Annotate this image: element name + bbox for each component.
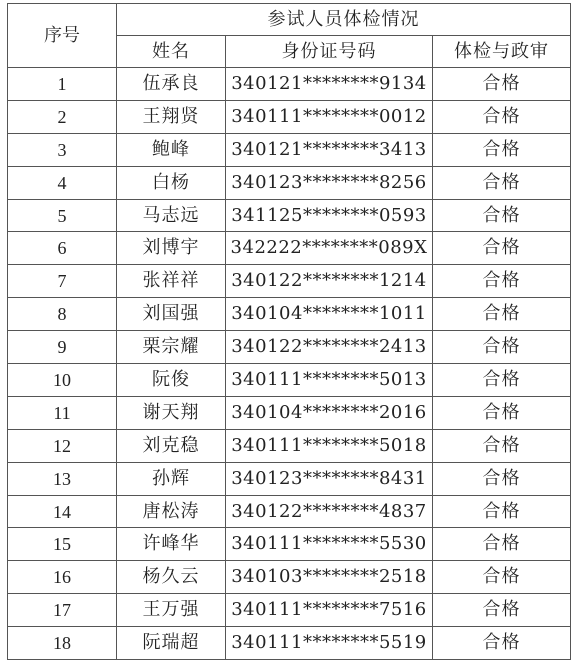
result-cell: 合格	[433, 561, 571, 594]
name-cell: 伍承良	[117, 68, 226, 101]
id-number-cell: 340103********2518	[226, 561, 433, 594]
name-cell: 王万强	[117, 594, 226, 627]
name-cell: 谢天翔	[117, 396, 226, 429]
name-cell: 刘博宇	[117, 232, 226, 265]
id-number-cell: 340104********1011	[226, 298, 433, 331]
name-cell: 刘克稳	[117, 429, 226, 462]
seq-cell: 11	[8, 396, 117, 429]
seq-cell: 7	[8, 265, 117, 298]
table-row	[8, 166, 571, 199]
id-number-cell: 340121********9134	[226, 68, 433, 101]
seq-cell: 2	[8, 100, 117, 133]
seq-header: 序号	[8, 4, 117, 68]
id-number-cell: 340111********0012	[226, 100, 433, 133]
id-number-cell: 340111********5519	[226, 627, 433, 660]
id-number-cell: 341125********0593	[226, 199, 433, 232]
id-number-cell: 340104********2016	[226, 396, 433, 429]
seq-cell: 10	[8, 364, 117, 397]
result-cell: 合格	[433, 495, 571, 528]
table-row	[8, 68, 571, 101]
seq-cell: 1	[8, 68, 117, 101]
table-row	[8, 364, 571, 397]
name-cell: 阮俊	[117, 364, 226, 397]
seq-cell: 17	[8, 594, 117, 627]
result-cell: 合格	[433, 331, 571, 364]
id-number-cell: 340121********3413	[226, 133, 433, 166]
id-number-cell: 340123********8256	[226, 166, 433, 199]
result-cell: 合格	[433, 462, 571, 495]
seq-cell: 16	[8, 561, 117, 594]
seq-cell: 6	[8, 232, 117, 265]
result-cell: 合格	[433, 594, 571, 627]
id-number-cell: 340111********7516	[226, 594, 433, 627]
name-cell: 栗宗耀	[117, 331, 226, 364]
result-cell: 合格	[433, 396, 571, 429]
id-header: 身份证号码	[226, 36, 433, 68]
table-row	[8, 100, 571, 133]
result-cell: 合格	[433, 429, 571, 462]
table-row	[8, 627, 571, 660]
name-cell: 孙辉	[117, 462, 226, 495]
table-row	[8, 199, 571, 232]
seq-cell: 14	[8, 495, 117, 528]
name-cell: 马志远	[117, 199, 226, 232]
result-cell: 合格	[433, 68, 571, 101]
table-row	[8, 232, 571, 265]
id-number-cell: 340111********5013	[226, 364, 433, 397]
name-cell: 刘国强	[117, 298, 226, 331]
name-cell: 唐松涛	[117, 495, 226, 528]
seq-cell: 9	[8, 331, 117, 364]
result-cell: 合格	[433, 232, 571, 265]
result-cell: 合格	[433, 627, 571, 660]
name-cell: 鲍峰	[117, 133, 226, 166]
table-body	[8, 68, 571, 660]
seq-cell: 8	[8, 298, 117, 331]
seq-cell: 15	[8, 528, 117, 561]
table-row	[8, 495, 571, 528]
result-cell: 合格	[433, 199, 571, 232]
result-cell: 合格	[433, 265, 571, 298]
name-cell: 许峰华	[117, 528, 226, 561]
result-cell: 合格	[433, 133, 571, 166]
table-row	[8, 298, 571, 331]
group-title-header: 参试人员体检情况	[117, 4, 571, 36]
name-cell: 白杨	[117, 166, 226, 199]
table-row	[8, 331, 571, 364]
table-row	[8, 462, 571, 495]
name-cell: 阮瑞超	[117, 627, 226, 660]
id-number-cell: 340122********1214	[226, 265, 433, 298]
seq-cell: 12	[8, 429, 117, 462]
result-cell: 合格	[433, 298, 571, 331]
id-number-cell: 340122********2413	[226, 331, 433, 364]
id-number-cell: 340111********5018	[226, 429, 433, 462]
table-row	[8, 265, 571, 298]
result-cell: 合格	[433, 528, 571, 561]
exam-results-table	[7, 3, 571, 660]
seq-cell: 4	[8, 166, 117, 199]
table-row	[8, 594, 571, 627]
id-number-cell: 340122********4837	[226, 495, 433, 528]
id-number-cell: 340111********5530	[226, 528, 433, 561]
result-cell: 合格	[433, 364, 571, 397]
table-row	[8, 528, 571, 561]
seq-cell: 3	[8, 133, 117, 166]
seq-cell: 13	[8, 462, 117, 495]
id-number-cell: 342222********089X	[226, 232, 433, 265]
result-header: 体检与政审	[433, 36, 571, 68]
result-cell: 合格	[433, 100, 571, 133]
name-cell: 王翔贤	[117, 100, 226, 133]
name-cell: 张祥祥	[117, 265, 226, 298]
seq-cell: 18	[8, 627, 117, 660]
table-row	[8, 133, 571, 166]
seq-cell: 5	[8, 199, 117, 232]
id-number-cell: 340123********8431	[226, 462, 433, 495]
table-row	[8, 429, 571, 462]
table-row	[8, 396, 571, 429]
result-cell: 合格	[433, 166, 571, 199]
name-header: 姓名	[117, 36, 226, 68]
table-row	[8, 561, 571, 594]
header-row-group	[8, 4, 571, 36]
name-cell: 杨久云	[117, 561, 226, 594]
